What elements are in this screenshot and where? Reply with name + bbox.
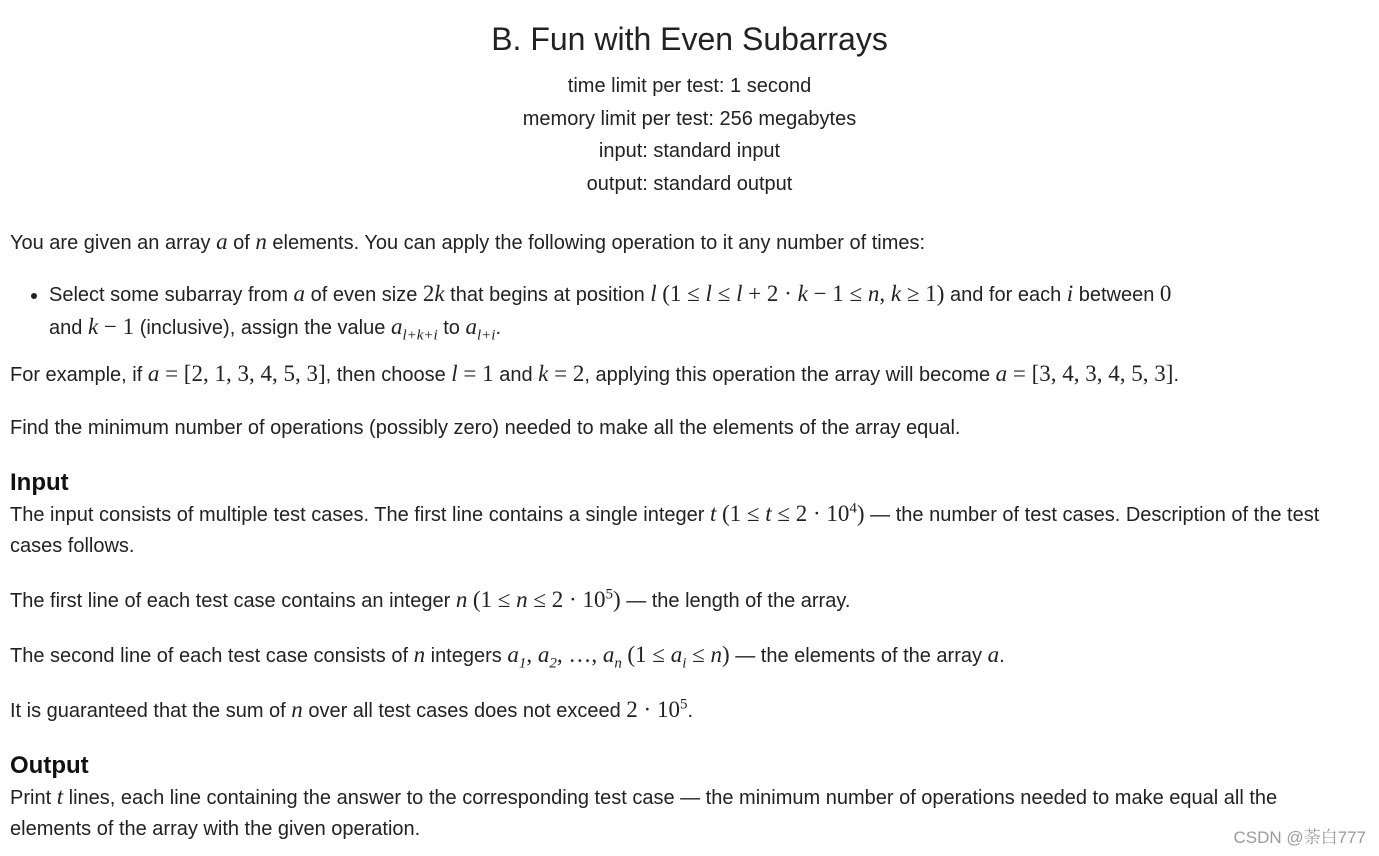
input-paragraph-4: It is guaranteed that the sum of n over all test cases does not exceed $2 \cdot 10^5$. bbox=[10, 696, 694, 722]
statement-example: For example, if a = [2, 1, 3, 4, 5, 3], then choose l = 1 and k = 2, applying this operation the array will become a = [3, 4, 3, 4, 5, 3]. bbox=[10, 361, 1180, 386]
statement-goal: Find the minimum number of operations (possibly zero) needed to make all the elements of the array equal. bbox=[10, 417, 961, 439]
time-limit: time limit per test: 1 second bbox=[567, 75, 812, 97]
memory-limit: memory limit per test: 256 megabytes bbox=[522, 107, 857, 130]
input-paragraph-1: The input consists of multiple test cases. The first line contains a single integer t $(1 \le t \le 2 \cdot 10^4)$ — the number of test cases. Description of the test cases follows. bbox=[10, 500, 1320, 557]
output-file: output: standard output bbox=[586, 173, 793, 196]
input-paragraph-2: The first line of each test case contains an integer n $(1 \le n \le 2 \cdot 10^5)$ — the length of the array. bbox=[10, 586, 851, 612]
problem-statement bbox=[10, 226, 1355, 845]
statement-intro: You are given an array a of n elements. You can apply the following operation to it any number of times: bbox=[10, 229, 926, 254]
operation-list bbox=[10, 278, 1355, 344]
input-paragraph-3: The second line of each test case consists of n integers $a_1$, $a_2$, …, $a_n$ $(1 \le a_i \le n)$ — the elements of the array a. bbox=[10, 642, 1005, 672]
output-paragraph: Print t lines, each line containing the answer to the corresponding test case — the minimum number of operations needed to make equal all the elements of the array with the given operation. bbox=[10, 784, 1278, 840]
problem-header bbox=[0, 18, 1379, 201]
output-heading: Output bbox=[10, 752, 89, 779]
problem-title: B. Fun with Even Subarrays bbox=[491, 21, 888, 57]
input-file: input: standard input bbox=[598, 140, 781, 163]
input-heading: Input bbox=[10, 469, 69, 496]
operation-description: • Select some subarray from a of even size 2k that begins at position l (1 ≤ l ≤ l + 2 · k − 1 ≤ n, k ≥ 1) and for each i between 0 and k − 1 (inclusive), assign the value $a_{l+k+i}$ to $a_{l+i}$. bbox=[49, 278, 1355, 344]
watermark: CSDN @荼白777 bbox=[1233, 828, 1366, 847]
